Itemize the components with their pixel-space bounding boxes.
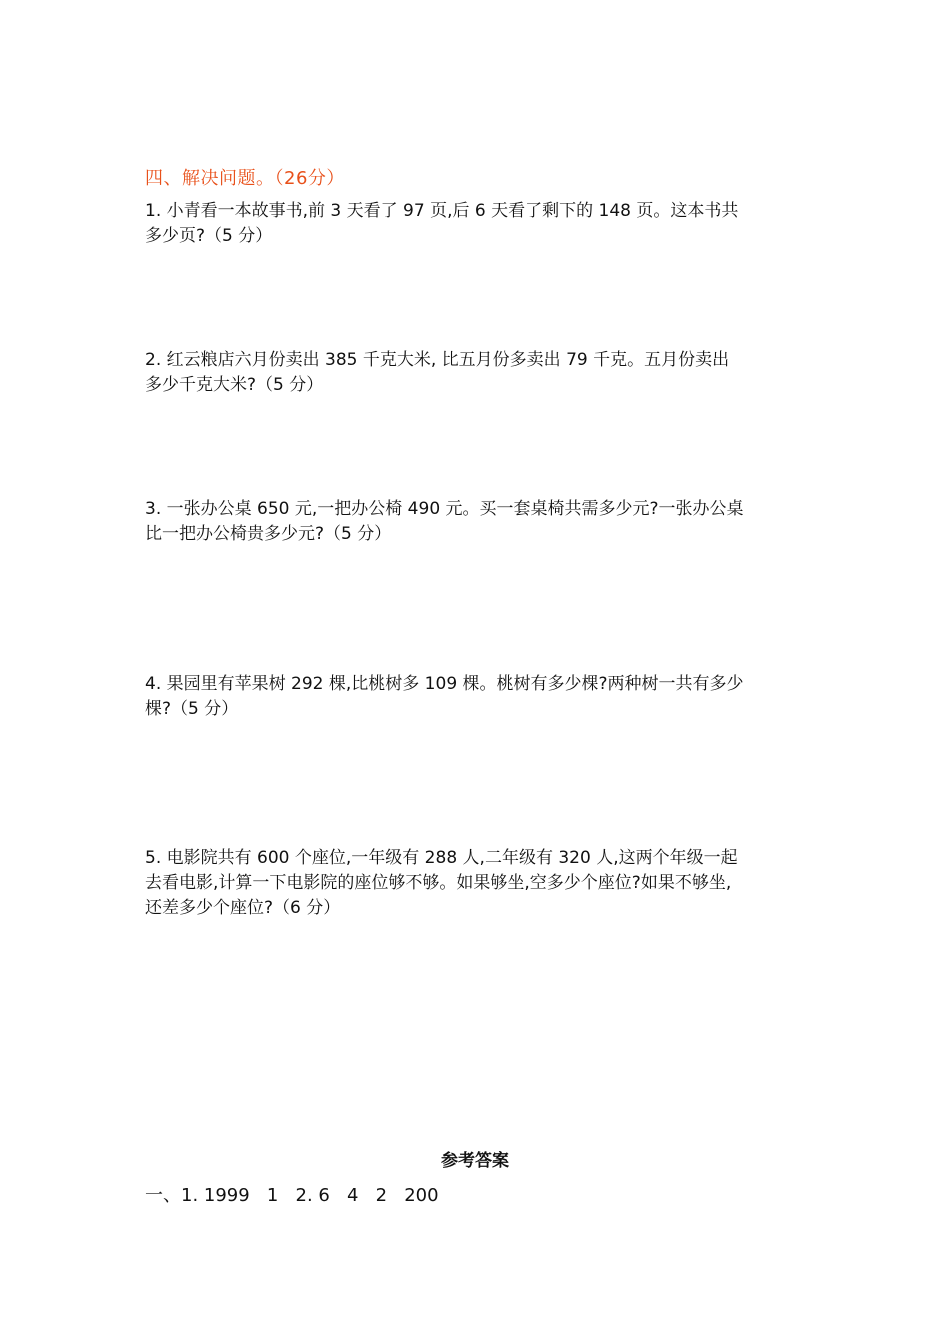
problem-text-line: 5. 电影院共有 600 个座位,一年级有 288 人,二年级有 320 人,这两个年级一起: [145, 848, 738, 868]
problem-text-line: 去看电影,计算一下电影院的座位够不够。如果够坐,空多少个座位?如果不够坐,: [145, 873, 732, 893]
problem-text-line: 4. 果园里有苹果树 292 棵,比桃树多 109 棵。桃树有多少棵?两种树一共有多少: [145, 674, 744, 694]
problem-text-line: 多少页?（5 分）: [145, 226, 273, 246]
problem-4: [145, 672, 815, 722]
answers-heading: 参考答案: [441, 1151, 509, 1171]
problem-text-line: 比一把办公椅贵多少元?（5 分）: [145, 524, 392, 544]
section-title: 四、解决问题。（26分）: [145, 168, 345, 189]
problem-text-line: 2. 红云粮店六月份卖出 385 千克大米, 比五月份多卖出 79 千克。五月份卖出: [145, 350, 730, 370]
problem-2: [145, 348, 815, 398]
problem-text-line: 多少千克大米?（5 分）: [145, 375, 324, 395]
answers-line: 一、1. 1999 1 2. 6 4 2 200: [145, 1185, 439, 1206]
problem-text-line: 1. 小青看一本故事书,前 3 天看了 97 页,后 6 天看了剩下的 148 页。这本书共: [145, 201, 739, 221]
problem-text-line: 3. 一张办公桌 650 元,一把办公椅 490 元。买一套桌椅共需多少元?一张办公桌: [145, 499, 744, 519]
problem-text-line: 还差多少个座位?（6 分）: [145, 898, 341, 918]
problem-1: [145, 199, 815, 249]
problem-5: [145, 846, 815, 921]
problem-text-line: 棵?（5 分）: [145, 699, 239, 719]
problem-3: [145, 497, 815, 547]
